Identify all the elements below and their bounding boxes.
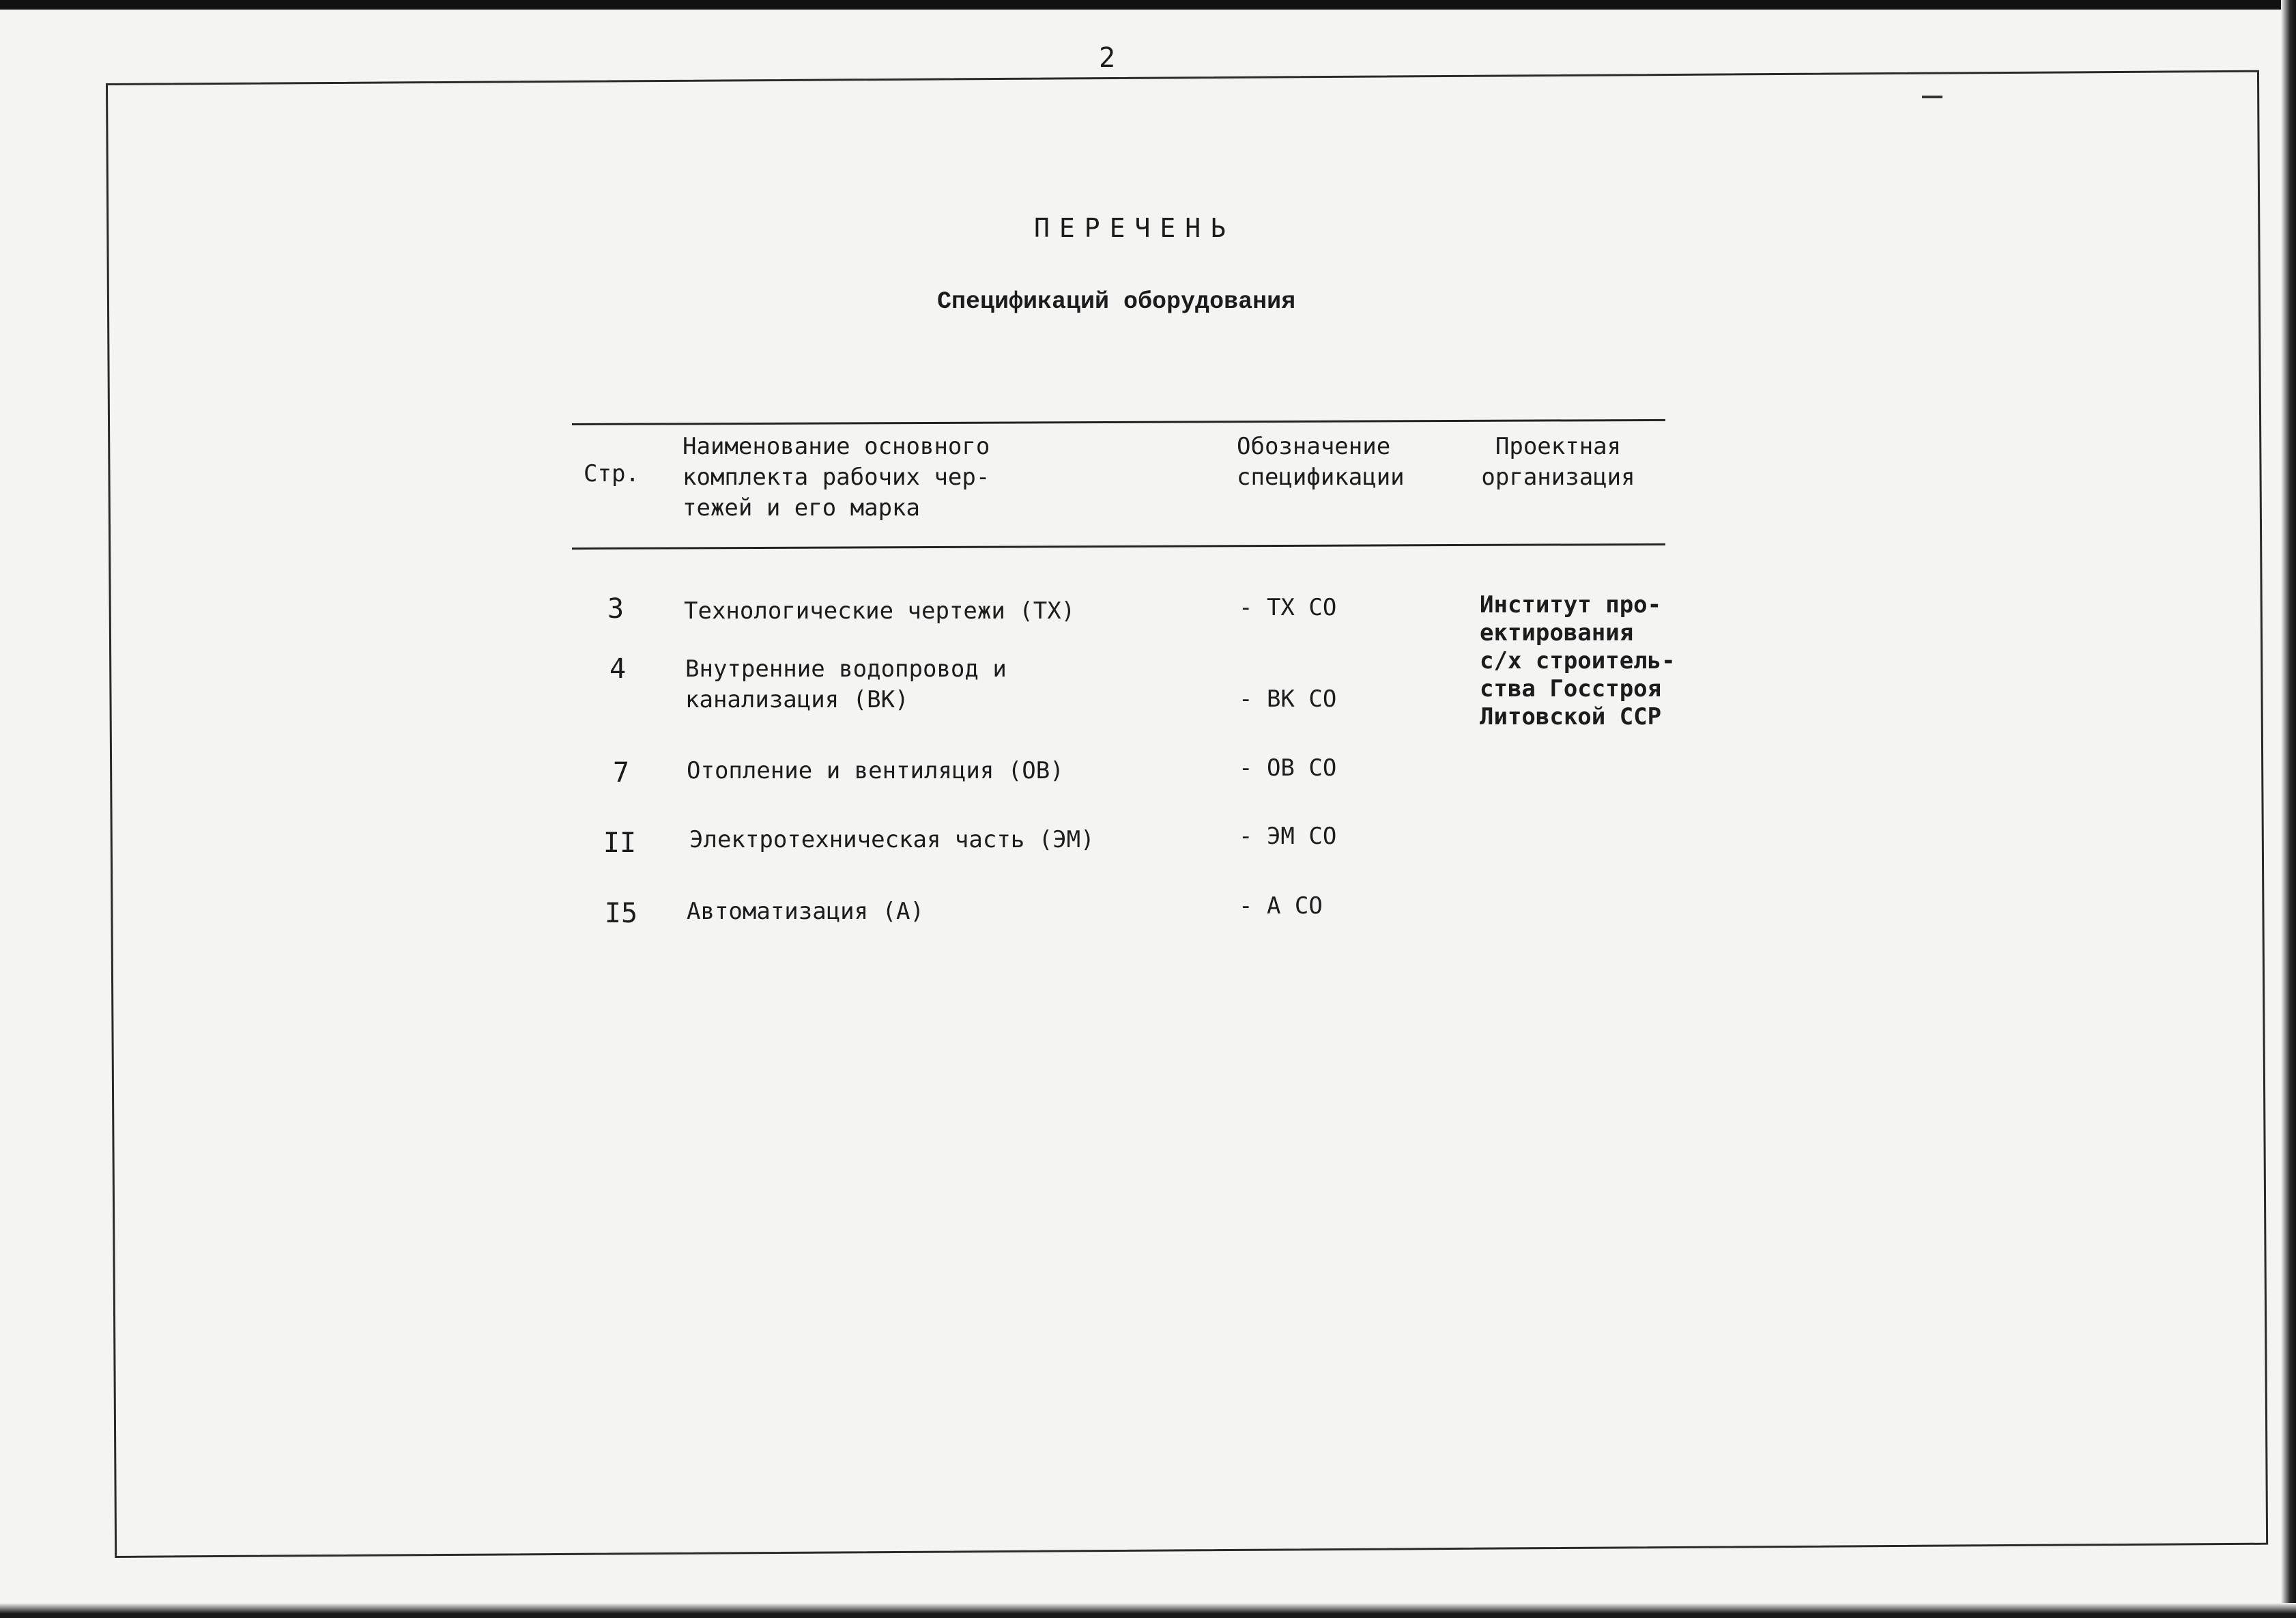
scan-edge-right — [2281, 0, 2296, 1618]
header-page: Стр. — [584, 460, 640, 487]
header-code: Обозначение спецификации — [1237, 433, 1405, 491]
row-name: Отопление и вентиляция (ОВ) — [687, 757, 1064, 784]
row-code: - А СО — [1239, 892, 1323, 920]
row-page: I5 — [604, 898, 638, 929]
row-page: 3 — [607, 593, 625, 625]
row-page: II — [603, 827, 637, 859]
row-page: 7 — [612, 757, 630, 789]
frame-mark — [1922, 96, 1942, 98]
row-name: Электротехническая часть (ЭМ) — [689, 826, 1095, 853]
row-code: - ВК СО — [1239, 685, 1337, 713]
header-name: Наименование основного комплекта рабочих чер- тежей и его марка — [683, 433, 990, 522]
header-organization: Проектная организация — [1481, 433, 1635, 491]
row-name: Автоматизация (А) — [687, 898, 924, 925]
row-name: Технологические чертежи (ТХ) — [684, 597, 1076, 625]
row-code: - ЭМ СО — [1239, 823, 1337, 850]
document-title: ПЕРЕЧЕНЬ — [1034, 213, 1236, 243]
row-code: - ОВ СО — [1239, 754, 1337, 782]
row-page: 4 — [609, 653, 627, 685]
scan-edge-top — [0, 0, 2296, 10]
page-number: 2 — [1099, 42, 1116, 74]
row-name: Внутренние водопровод и канализация (ВК) — [685, 655, 1007, 713]
document-subtitle: Спецификаций оборудования — [937, 288, 1296, 315]
scan-edge-bottom — [0, 1603, 2296, 1618]
organization-cell: Институт про- ектирования с/х строитель- ства Госстроя Литовской ССР — [1480, 591, 1676, 730]
row-code: - ТХ СО — [1239, 594, 1337, 621]
